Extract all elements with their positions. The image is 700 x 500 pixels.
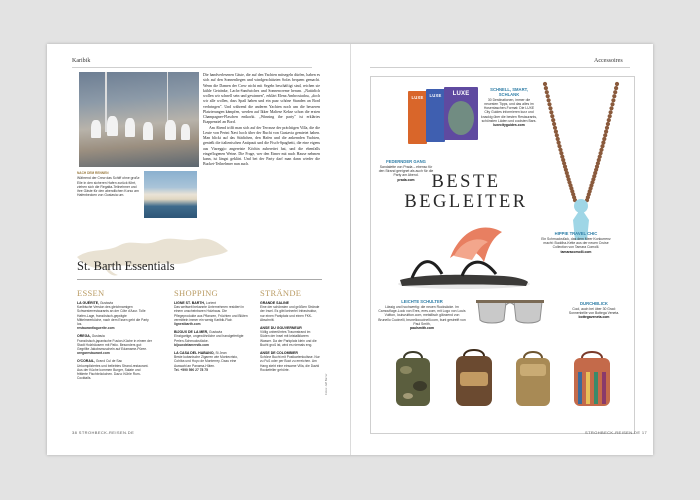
product-text: Cool, auch bei über 30 Grad: Sonnenbrille von Bottega Veneta. — [568, 306, 620, 316]
necklace-bead — [602, 137, 606, 141]
entry-text: Karibische Version des gleichnamigen Schwesterrestaurants an der Côte d'Azur. Tolle Hafen-Lage, französisch-geprägte Mittelmeerküche, nach dem Essen geht die Party los. — [77, 305, 149, 327]
bridge-shape — [506, 303, 514, 305]
left-section-label: Karibik — [72, 58, 91, 64]
entry-name: LIGNE ST. BARTH, — [174, 301, 205, 305]
entry-name: GRANDE SALINE — [260, 301, 289, 305]
column-shopping — [174, 288, 249, 376]
entry-name: O'CORAIL, — [77, 359, 95, 364]
list-item — [260, 326, 320, 347]
product-url: luxecityguides.com — [493, 123, 525, 128]
necklace-bead — [550, 114, 554, 118]
product-title: FEDERNDER GANG — [386, 159, 426, 164]
monogram-backpack-shape — [456, 350, 492, 406]
entry-url: restaurantlaguerite.com — [77, 326, 115, 331]
necklace-bead — [551, 118, 555, 122]
right-header-rule — [370, 67, 630, 68]
product-title: HIPPIE TRAVEL CHIC — [554, 231, 598, 236]
essentials-rule — [77, 279, 322, 280]
backpacks-image — [392, 348, 620, 410]
entry-text: Schöne Bucht mit Postkartenkulisse. Nur zu Fuß oder per Boot zu erreichen. Am Hang steht eine einsame Villa, die David Rockefeller gehörte. — [260, 355, 320, 372]
product-title: LEICHTE SCHULTER — [401, 299, 443, 304]
entry-url: bijouxdelamerstb.com — [174, 342, 209, 347]
bottega-sunglasses-image — [474, 296, 546, 326]
necklace-bead — [604, 130, 608, 134]
necklace-bead — [544, 86, 548, 90]
crew-figure — [181, 124, 190, 140]
entry-name: ANSE DU GOUVERNEUR — [260, 326, 302, 331]
book-title: LUXE — [429, 93, 442, 98]
necklace-bead — [609, 106, 613, 110]
necklace-bead — [605, 126, 609, 130]
necklace-bead — [557, 144, 561, 148]
product-luxe-guides — [481, 88, 537, 128]
entry-name: LA GUÉRITE, — [77, 301, 100, 305]
entry-place: Gustavia — [209, 330, 223, 335]
book-title: LUXE — [452, 91, 470, 97]
necklace-bead — [555, 133, 559, 137]
necklace-bead — [612, 94, 616, 98]
list-item — [77, 334, 152, 355]
necklace-bead — [553, 126, 557, 130]
necklace-bead — [609, 110, 613, 114]
product-url: paulsmith.com — [410, 326, 434, 331]
product-url: tamaracomolli.com — [560, 249, 592, 254]
entry-text: Unkompliziertes und beliebtes Strand-restaurant. Aus der Küche kommen Burger, Salate und frittierte Fischbröckchen. Dazu: Kühle Rum-Cocktails. — [77, 363, 149, 381]
product-text: Ein Schmuckstück, das dem Meer Konkurrenz macht: Buddha-Kette aus der neuen Cruise Collection von Tamara Comolli. — [541, 236, 611, 250]
necklace-bead — [548, 106, 552, 110]
necklace-bead — [543, 82, 547, 86]
crew-figure — [91, 120, 101, 138]
entry-text: Das weltweit bekannte Unternehmen residiert in einem unscheinbaren Holzhaus. Die Pflegeprodukte aus Pflanzen, Früchten und Blüten vermitteln immer ein wenig Karibik-Flair. — [174, 305, 248, 322]
article-body — [203, 73, 320, 168]
luxe-guide-book — [408, 91, 427, 144]
product-title: DURCHBLICK — [580, 301, 608, 306]
entry-place: Gustavia — [91, 334, 105, 339]
entry-url: lignestbarth.com — [174, 322, 201, 327]
buddha-necklace-image — [537, 80, 625, 250]
necklace-bead — [552, 122, 556, 126]
book-title: LUXE — [411, 95, 424, 100]
lens-right-shape — [514, 302, 542, 323]
entry-name: ANSE DE COLOMBIER — [260, 351, 298, 356]
sandal-sole-shape — [400, 275, 528, 286]
caption-title: NACH DEM RENNEN — [77, 171, 109, 175]
lens-left-shape — [478, 302, 506, 323]
product-text: 30 Destinationen, immer die neuesten Tipps, und das alles im Hosentaschen-Format: Die LUXE City Guides informieren kurz und knackig über die besten Restaurants, schönsten Läden und coolsten Bars. — [481, 97, 537, 124]
entry-name: LA CASA DEL HABANO, — [174, 351, 215, 356]
necklace-bead — [557, 141, 561, 145]
necklace-bead — [599, 151, 603, 155]
column-straende — [260, 288, 320, 376]
product-backpacks — [378, 300, 466, 331]
product-sunglasses — [566, 302, 622, 320]
entry-name: OREGA, — [77, 334, 91, 339]
necklace-bead — [608, 114, 612, 118]
list-item — [77, 359, 152, 380]
page-gutter — [350, 44, 351, 455]
crew-figure — [165, 120, 176, 140]
product-hippie-necklace — [540, 232, 612, 254]
list-item — [174, 301, 249, 326]
necklace-bead — [546, 94, 550, 98]
necklace-bead — [600, 144, 604, 148]
column-essen — [77, 288, 152, 384]
entry-text: Völlig unberührtes Traumstrand im Süden der Insel mit kristallklarem Wasser. Da der Parkplatz klein und die Bucht groß ist, wird es niemals eng. — [260, 330, 317, 347]
buddha-head-shape — [574, 199, 588, 213]
product-title: SCHNELL, SMART, SCHLANK — [490, 87, 528, 97]
entry-url: Tel. +590 590 27 78 75 — [174, 367, 208, 372]
product-text: Lässig und hochwertig: die neuen Rucksäcke. Im Camouflage-Look von Eres, eres.com, mit Logo von Louis Vuitton, louisvuitton.com, metallisch glänzend von Brunello Cucinelli, brunellocucinelli.com, bunt gestreift von Paul Smith, — [378, 304, 466, 326]
island-map — [72, 217, 232, 287]
right-section-label: Accessoires — [594, 58, 623, 64]
metallic-backpack-shape — [516, 352, 550, 406]
luxe-guide-book — [444, 87, 478, 140]
crew-figure — [107, 116, 118, 136]
list-item — [260, 351, 320, 372]
entry-text: Eine der schönsten und größten Strände der Insel. Es gibt keinerlei Infrastruktur, nur einen Parkplatz und einen FKK-Abschnitt. — [260, 305, 320, 322]
necklace-bead — [607, 118, 611, 122]
column-heading: ESSEN — [77, 288, 105, 298]
necklace-bead — [547, 98, 551, 102]
list-item — [174, 330, 249, 347]
crew-figure — [125, 118, 135, 137]
entry-place: Gustavia — [99, 301, 113, 305]
entry-place: St Jean — [215, 351, 227, 356]
necklace-bead — [601, 141, 605, 145]
body-paragraph: Am Abend trifft man sich auf der Terrasse der prächtigen Villa, die die Leute von Perini Navi hoch über der Bucht von Gustavia gemietet haben. Man blickt auf das Städtchen, den Hafen und die ankernden Yachten, genießt die italienischen Antipasti und die Fisch-Spaghetti, die eine eigens aus Viareggio angereiste Köchin zubereitet hat, und die ebenfalls eingeflogenen Weine. Die Frage, wer den Eimer mit nach Hause nehmen kann, ist längst geklärt. Und bei der Party darf man dann wieder die Bucket-Teilnehmer nun auch. — [203, 125, 320, 167]
column-heading: STRÄNDE — [260, 288, 302, 298]
entry-name: BIJOUX DE LA MER, — [174, 330, 209, 335]
necklace-bead — [547, 102, 551, 106]
necklace-bead — [556, 137, 560, 141]
regatta-crew-photo — [79, 72, 199, 167]
entry-text: Französisch-japanische Fusion-Küche in einem der Stadt Holzhäusern mit Patio. Besonders gut: Gegrillte Jakobsmuscheln auf Edamame-Püree. — [77, 338, 152, 352]
necklace-bead — [615, 82, 619, 86]
necklace-bead — [559, 151, 563, 155]
photo-caption — [77, 171, 141, 198]
camouflage-backpack-shape — [396, 352, 430, 406]
photo-credit: Fotos: Jeff Barrer — [324, 373, 328, 395]
essentials-title: St. Barth Essentials — [77, 259, 175, 273]
necklace-bead — [603, 133, 607, 137]
mast-shape — [167, 72, 168, 127]
luxe-guide-book — [426, 89, 445, 142]
caption-text: Während der Crew das Schiff ohne große Eile in den sicheren Hafen zurück führt, ziehen sich die Regatta-Teilnehmer und ihre Gäste für den abendlichen Korso am Hafenbecken von Gustavia um. — [77, 176, 140, 198]
prada-sandal-image — [392, 218, 537, 294]
entry-text: Beste kubanische Zigarren wie Montecristo, Cohiba und Hoyo de Monterrey. Dazu eine Auswahl an Panama-Hüten. — [174, 355, 238, 368]
frame-top-shape — [476, 300, 544, 303]
list-item — [77, 301, 152, 330]
harbour-photo — [144, 171, 197, 218]
necklace-bead — [545, 90, 549, 94]
product-url: prada.com — [397, 177, 415, 182]
book-pattern-shape — [448, 101, 474, 135]
necklace-bead — [610, 102, 614, 106]
column-heading: SHOPPING — [174, 288, 218, 298]
left-footer: 38 STROHBECK-REISEN.DE — [72, 430, 135, 435]
sandal-strap-shape — [462, 262, 496, 276]
striped-backpack-shape — [574, 352, 610, 406]
product-text: Sandalette von Prada – ebenso für den Strand geeignet als auch für die Party am Abend. — [378, 164, 434, 178]
body-paragraph: Die handverlesenen Gäste, die auf den Yachten mitsegeln dürfen, haben es sich auf den Sonnenliegen und windgeschützten Sofas bequem gemacht. Wenn die Damen der Crew nicht mit Segeln beschäftigt sind, reichen sie kühle Getränke, Lachs-Sandwiches und Sonnencreme herum. „Natürlich wollen wir schnell sein und gewinnen", erklärt Elena Ambrosiadou, „doch wir alle wollen, dass Spaß haben und ein paar schöne Stunden an Bord verbringen". Und während die anderen Yachten noch um die besseren Platzierungen kämpfen, werden auf Ikker Maltese Kekse schon die ersten Champagner-Flaschen entkorkt. „Winning the party" ist erklärtes Etappenziel an Bord. — [203, 73, 320, 125]
right-footer: STROHBECK-REISEN.DE 17 — [585, 430, 648, 435]
crew-figure — [143, 122, 153, 140]
product-url: bottegaveneta.com — [578, 315, 610, 320]
product-prada-sandal — [378, 160, 434, 182]
left-header-rule — [72, 67, 312, 68]
list-item — [174, 351, 249, 372]
entry-url: oregarestaurant.com — [77, 351, 110, 356]
necklace-bead — [611, 98, 615, 102]
necklace-bead — [554, 130, 558, 134]
list-item — [260, 301, 320, 322]
necklace-bead — [613, 90, 617, 94]
necklace-bead — [614, 86, 618, 90]
necklace-bead — [549, 110, 553, 114]
entry-place: Lorient — [205, 301, 216, 305]
entry-place: Grand Cul de Sac — [95, 359, 123, 364]
page-title: BESTE BEGLEITER — [404, 172, 528, 212]
entry-text: Einzigartige, ungewöhnliche und handgefertigte Perlen-Schmuckstücke. — [174, 334, 244, 343]
necklace-bead — [606, 122, 610, 126]
